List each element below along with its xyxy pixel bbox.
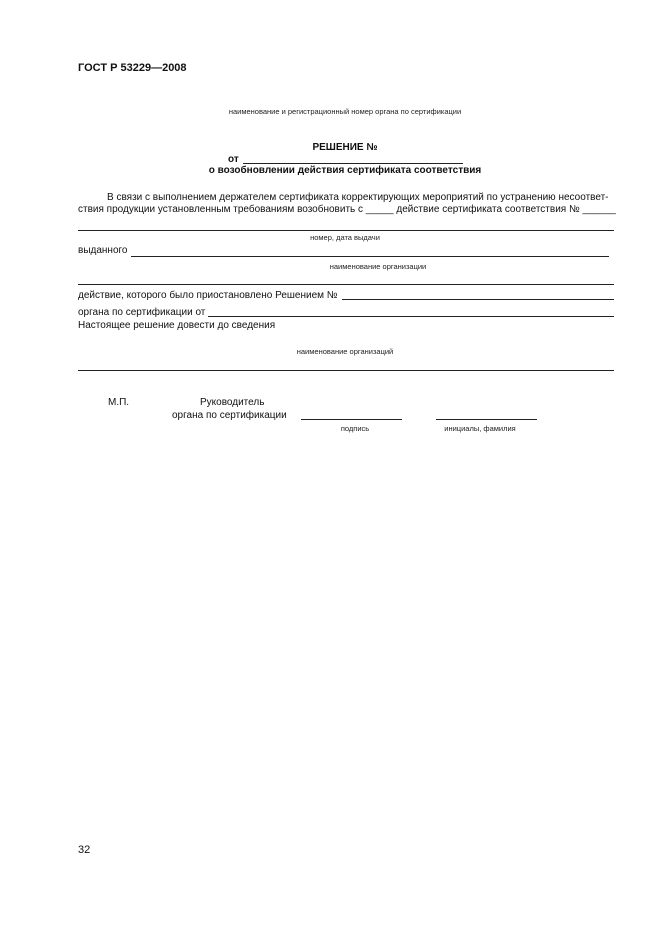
suspended-line xyxy=(342,299,614,300)
certificate-line xyxy=(78,230,614,231)
paragraph-line-1: В связи с выполнением держателем сертификата корректирующих мероприятий по устранению несоответ- xyxy=(107,192,609,203)
caption-orgs-name: наименование организаций xyxy=(296,347,394,356)
caption-signature: подпись xyxy=(340,424,370,433)
org-line xyxy=(78,284,614,285)
initials-line xyxy=(436,419,537,420)
notify-line xyxy=(78,370,614,371)
caption-organ-name: наименование и регистрационный номер органа по сертификации xyxy=(228,107,462,116)
caption-number-date: номер, дата выдачи xyxy=(310,233,380,242)
caption-initials: инициалы, фамилия xyxy=(444,424,516,433)
decision-subject: о возобновлении действия сертификата соответствия xyxy=(208,165,482,176)
notify-label: Настоящее решение довести до сведения xyxy=(78,320,276,331)
issued-label: выданного xyxy=(78,245,128,256)
caption-org-name: наименование организации xyxy=(329,262,427,271)
from-label: от xyxy=(228,154,239,165)
date-line xyxy=(243,163,463,164)
paragraph-line-2: ствия продукции установленным требованиям возобновить с _____ действие сертификата соответствия № ______ xyxy=(78,204,616,215)
head-label: Руководитель xyxy=(200,397,265,408)
decision-title: РЕШЕНИЕ № xyxy=(312,142,378,153)
issued-line xyxy=(131,256,609,257)
stamp-label: М.П. xyxy=(108,397,130,408)
signature-line xyxy=(301,419,402,420)
organ-label: органа по сертификации xyxy=(172,410,287,421)
page-number: 32 xyxy=(78,844,91,856)
organ-from-label: органа по сертификации от xyxy=(78,307,206,318)
standard-header: ГОСТ Р 53229—2008 xyxy=(78,62,187,74)
suspended-label: действие, которого было приостановлено Решением № xyxy=(78,290,338,301)
organ-from-line xyxy=(208,316,614,317)
